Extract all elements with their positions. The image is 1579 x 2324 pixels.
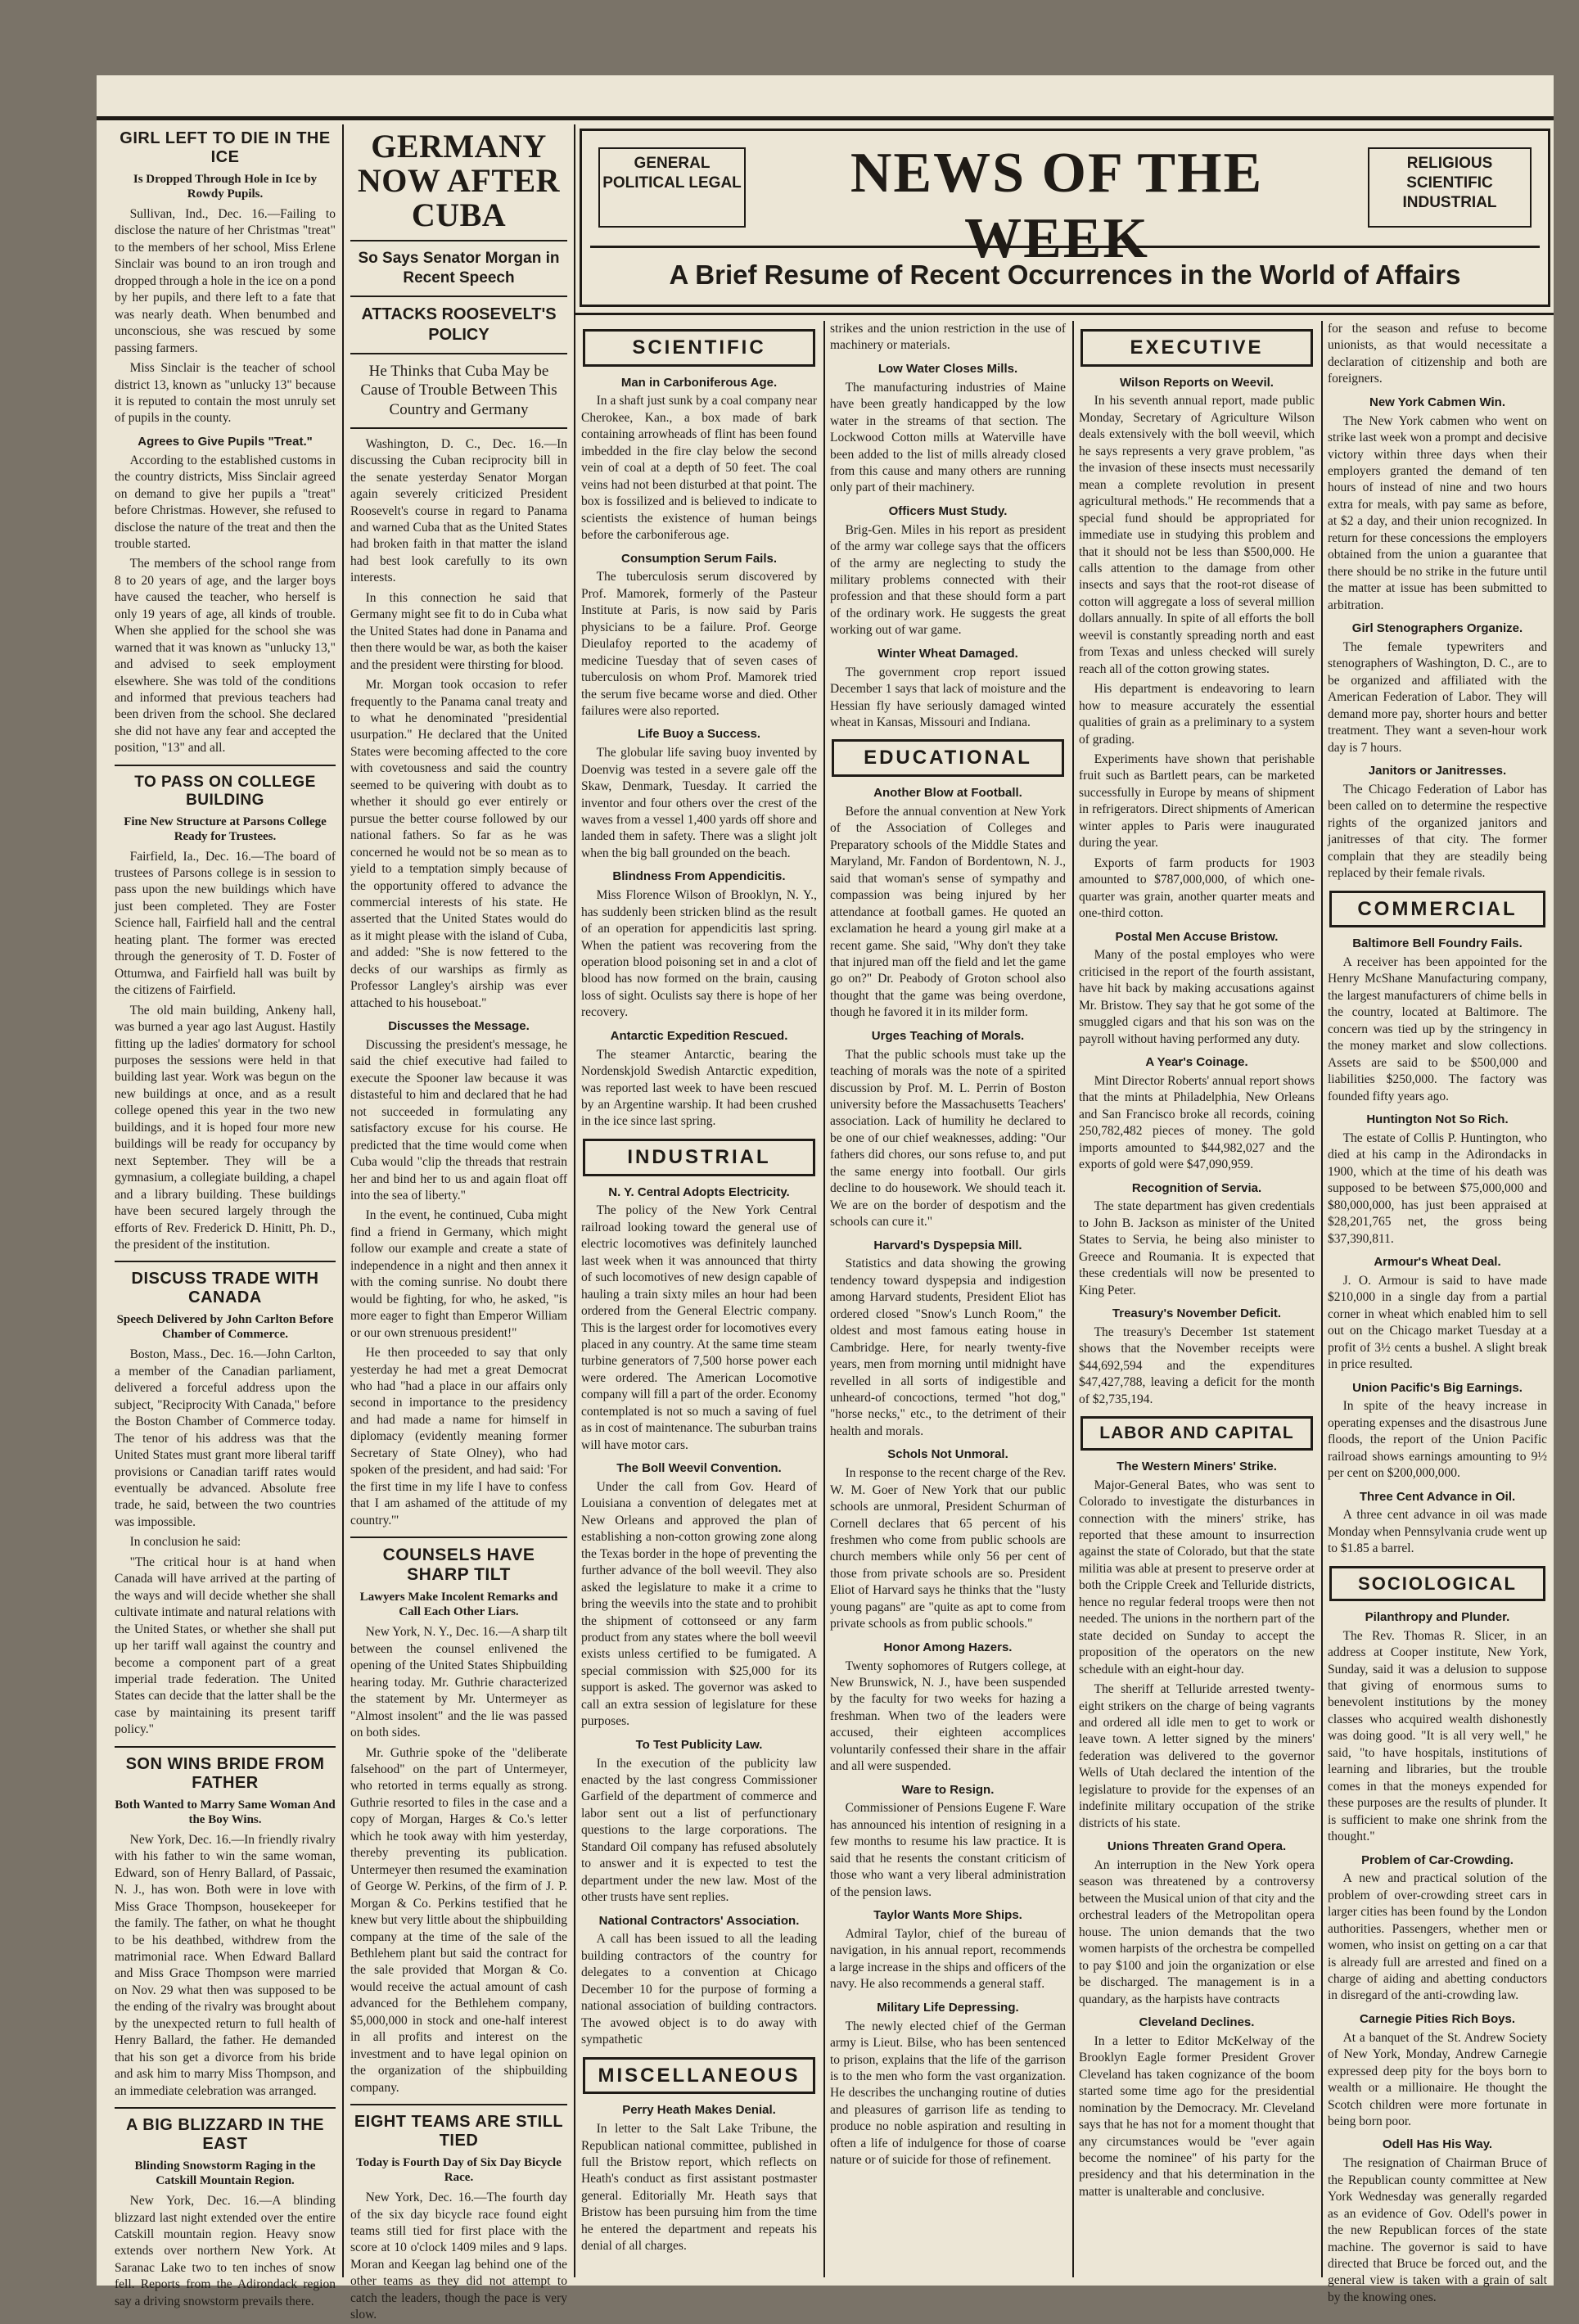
paragraph: for the season and refuse to become unionists, as that would necessitate a declaration of citizenship and both are foreigners. [1328,322,1547,386]
subhead: Recognition of Servia. [1131,1180,1262,1195]
headline: A BIG BLIZZARD IN THE EAST [126,2116,324,2154]
subhead: Janitors or Janitresses. [1368,764,1507,778]
divider [350,353,567,354]
paragraph: Sullivan, Ind., Dec. 16.—Failing to disclose the nature of her Christmas "treat" to the members of her school, Miss Erlene Sinclair was bound to an iron trough and dropped through a hole in the ice on a pond by her pupils, and there left to a fate that was nearly death. When benumbed and unconscious, she was rescued by some passing farmers. [115,207,336,355]
subhead: Postal Men Accuse Bristow. [1115,929,1279,944]
paragraph: In the event, he continued, Cuba might find a friend in Germany, which might follow our example and create a state of independence in a night and then annex it with the coming sunrise. No doubt there would be fighting, for who, he asked, "is more eager to fight than Emperor William or our own strenuous president!" [350,1208,567,1340]
headline: TO PASS ON COLLEGE BUILDING [134,773,316,809]
headline: SON WINS BRIDE FROM FATHER [125,1754,325,1792]
subhead: Low Water Closes Mills. [877,361,1018,376]
subheadline: Both Wanted to Marry Same Woman And the Boy Wins. [115,1798,336,1826]
paragraph: In response to the recent charge of the Rev. W. M. Goer of New York that our public schools are unmoral, President Schurman of Cornell declares that 65 percent of his freshmen who come from public schools are church members while only 56 per cent of those from private schools are so. President Eliot of Harvard says he thinks that the "lusty young pagans" are "quite as apt to come from private schools as from public schools." [830,1466,1066,1631]
column-rule [1321,321,1323,2277]
subhead: To Test Publicity Law. [635,1737,763,1752]
subhead: Problem of Car-Crowding. [1361,1852,1514,1867]
paragraph: Mr. Morgan took occasion to refer frequently to the Panama canal treaty and to what he denominated "presidential usurpation." He declared that the United States were becoming affected to the core with covetousness and said the country seemed to be quivering with doubt as to whether it should go ever entirely or pursue the better course followed by our national fathers. So far as he was concerned he would not be so mean as to yield to a temptation simply because of the opportunity offered to advance the commercial interests of his state. He asserted that the United States would do as it might please with the island of Cuba, and added: "She is now fettered to the decks of our warships as firmly as Professor Langley's airship was ever attached to his houseboat." [350,678,567,1010]
subhead: National Contractors' Association. [598,1913,800,1928]
column-rule [342,124,344,2277]
subhead: Baltimore Bell Foundry Fails. [1352,936,1523,951]
section-header-educational: EDUCATIONAL [832,739,1064,777]
paragraph: Many of the postal employes who were criticised in the report of the fourth assistant, have hit back by making accusations against Mr. Bristow. They say that he got some of the smuggled cigars and that his son was on the payroll without having performed any duty. [1079,948,1315,1046]
subhead: Discusses the Message. [388,1019,530,1034]
paragraph: Fairfield, Ia., Dec. 16.—The board of trustees of Parsons college is in session to pass upon the new buildings which have just been completed. They are Foster Science hall, Fairfield hall and the central heating plant. The former was erected through the generosity of T. D. Foster of Ottumwa, and Fairfield hall was built by the citizens of Fairfield. [115,849,336,998]
paragraph: J. O. Armour is said to have made $210,000 in a single day from a partial corner in wheat which enabled him to sell out on the Chicago market Tuesday at a profit of 3½ cents a bushel. A slight break in price resulted. [1328,1273,1547,1372]
paragraph: The female typewriters and stenographers of Washington, D. C., are to be organized and affiliated with the American Federation of Labor. They will demand more pay, shorter hours and better treatment. They want a seven-hour work day is 7 hours. [1328,639,1547,755]
headline: COUNSELS HAVE SHARP TILT [382,1546,535,1585]
paragraph: In letter to the Salt Lake Tribune, the Republican national committee, published in full the Bristow report, which reflects on Heath's conduct as first assistant postmaster general. Editorially Mr. Heath says that Bristow has been pursuing him from the time he entered the department and repeats his denial of all charges. [581,2122,817,2254]
paragraph: Experiments have shown that perishable fruit such as Bartlett pears, can be marketed successfully in Europe by means of shipment in refrigerators. Direct shipments of American winter apples to Paris were inaugurated during the year. [1079,751,1315,851]
masthead-right-box: RELIGIOUS SCIENTIFIC INDUSTRIAL [1368,147,1532,228]
paragraph: The policy of the New York Central railroad looking toward the general use of electric locomotives was definitely launched last week when it was announced that thirty of such locomotives of new design capable of hauling a train sixty miles an hour had been ordered from the General Electric company. This is the largest order for locomotives every placed in any country. At the same time steam turbine generators of 7,500 horse power each were ordered. The American Locomotive company will fill a part of the order. Economy contemplated is not so much a saving of fuel as in cost of maintenance. The suburban trains will have motor cars. [581,1203,817,1452]
subhead: Wilson Reports on Weevil. [1120,375,1274,390]
paragraph: Twenty sophomores of Rutgers college, at New Brunswick, N. J., have been suspended by the faculty for two weeks for hazing a freshman. When two of the leaders were accused, their eighteen accomplices voluntarily confessed their share in the affair and all were suspended. [830,1658,1066,1774]
paragraph: Mr. Guthrie spoke of the "deliberate falsehood" on the part of Untermeyer, who retorted in terms equally as strong. Guthrie resorted to files in the case and a copy of Morgan, Harges & Co.'s letter which he took away with him yesterday, thereby preventing its publication. Untermeyer then resumed the examination of George W. Perkins, of the firm of J. P. Morgan & Co. Perkins testified that he knew but very little about the shipbuilding company at the time of the sale of the Bethlehem plant but said the contract for the sale provided that Morgan & Co. would receive the actual amount of cash advanced for the Bethlehem company, $5,000,000 in stock and one-half interest in all profits and interest on the investment and to have legal opinion on the organization of the shipbuilding company. [350,1745,567,2095]
paragraph: Major-General Bates, who was sent to Colorado to investigate the disturbances in connection with the miners' strike, has reported that these amount to insurrection against the state of Colorado, but that the state militia was able at present to preserve order at both the Cripple Creek and Telluride districts, hence no regular federal troops were then not needed. The unions in the northern part of the state decided on Sunday to accept the proposition of the operators on the new schedule with an eight-hour day. [1079,1478,1315,1676]
column-2 [350,124,567,2322]
paragraph: A three cent advance in oil was made Monday when Pennsylvania crude went up to $1.85 a barrel. [1328,1508,1547,1556]
subhead: Antarctic Expedition Rescued. [610,1028,788,1043]
paragraph: Mint Director Roberts' annual report shows that the mints at Philadelphia, New Orleans and San Francisco broke all records, coining 250,782,482 pieces of money. The gold imports amounted to $44,982,027 and the exports of gold were $47,090,959. [1079,1073,1315,1172]
subhead: Perry Heath Makes Denial. [622,2103,776,2118]
column-rule [574,124,575,2277]
deck: He Thinks that Cuba May be Cause of Trouble Between This Country and Germany [360,362,557,418]
subhead: N. Y. Central Adopts Electricity. [608,1185,790,1199]
column-4 [830,321,1066,2277]
masthead-frame [580,129,1550,307]
subheadline: Lawyers Make Incolent Remarks and Call Each Other Liars. [359,1591,558,1619]
paragraph: A receiver has been appointed for the Henry McShane Manufacturing company, the largest manufacturers of chime bells in the country, located at Baltimore. The concern was tied up by the stringency in the money market and slow collections. Assets are said to be $500,000 and liabilities $250,000. The factory was founded fifty years ago. [1328,955,1547,1103]
paragraph: The treasury's December 1st statement shows that the November receipts were $44,692,594 and the expenditures $47,427,788, leaving a deficit for the month of $2,735,194. [1079,1324,1315,1406]
deck: So Says Senator Morgan in Recent Speech [358,250,560,287]
subhead: Three Cent Advance in Oil. [1359,1489,1516,1504]
paragraph: New York, Dec. 16.—A blinding blizzard last night extended over the entire Catskill mountain region. Heavy snow extends over northern New York. At Saranac Lake two to ten inches of snow fell. Reports from the Adirondack region say a driving snowstorm prevails there. [115,2194,336,2308]
paragraph: strikes and the union restriction in the use of machinery or materials. [830,322,1066,353]
deck: ATTACKS ROOSEVELT'S POLICY [361,305,557,344]
subhead: Girl Stenographers Organize. [1351,621,1523,636]
paragraph: The tuberculosis serum discovered by Prof. Mamorek, formerly of the Pasteur Institute at Paris, is now said by Paris physicians to be a failure. Prof. George Dieulafoy reported to the academy of medicine Tuesday that of seven cases of tuberculosis on whom Prof. Mamorek tried the serum five became worse and died. Other failures were also reported. [581,570,817,718]
paragraph: The members of the school range from 8 to 20 years of age, and the larger boys have caused the teacher, who herself is only 19 years of age, all kinds of trouble. When she applied for the school she was warned that it was known as "unlucky 13," and advised to seek employment elsewhere. She was told of the conditions and informed that previous teachers had been driven from the school. She declared she did not have any fear and accepted the position, "13" and all. [115,557,336,756]
paragraph: That the public schools must take up the teaching of morals was the note of a spirited discussion by Prof. M. L. Perrin of Boston university before the Massachusetts Teachers' association. Lack of humility he declared to be one of our chief weaknesses, adding: "Our fathers did chores, our sons refuse to, and put the same energy into football. Our girls decline to do housework. We should teach it. We are on the border of despotism and the schools can cure it." [830,1047,1066,1230]
paragraph: The old main building, Ankeny hall, was burned a year ago last August. Hastily fitting up the ladies' dormatory for school purposes the sessions were held in that building last year. Work was begun on the new buildings at once, and as a result college opened this year in the two new buildings, and it is hoped four more new buildings will be ready for occupancy by next September. They will be a gymnasium, a collegiate building, a chapel and a library building. These buildings have been secured largely through the efforts of Rev. Frederick D. Hinitt, Ph. D., the president of the institution. [115,1003,336,1252]
column-5 [1079,321,1315,2277]
headline: EIGHT TEAMS ARE STILL TIED [354,2113,564,2150]
subhead: Pilanthropy and Plunder. [1365,1609,1510,1624]
subhead: Schols Not Unmoral. [887,1447,1008,1462]
paragraph: The government crop report issued December 1 says that lack of moisture and the Hessian fly have seriously damaged winted wheat in Kansas, Missouri and Indiana. [830,665,1066,729]
newspaper-page [97,75,1554,2322]
subhead: Cleveland Declines. [1139,2015,1255,2030]
headline: GIRL LEFT TO DIE IN THE ICE [120,129,331,166]
paragraph: An interruption in the New York opera season was threatened by a controversy between the Musical union of that city and the orchestral leaders of the Metropolitan opera house. The union demands that the two women harpists of the orchestra be compelled to pay $100 and join the organization or else be discharged. The management is in a quandary, as the harpists have contracts [1079,1857,1315,2006]
subhead: Urges Teaching of Morals. [871,1028,1025,1043]
divider [350,240,567,241]
subhead: Ware to Resign. [901,1782,995,1797]
subheadline: Today is Fourth Day of Six Day Bicycle Race. [356,2156,562,2185]
paragraph: Before the annual convention at New York of the Association of Colleges and Preparatory schools of the Middle States and Maryland, Mr. Fandon of Bordentown, N. J., said that woman's sense of sympathy and compassion was being injured by her attendance at football games. He quoted an exclamation he heard a young girl make at a recent game. She said, "Why don't they take that injured man off the field and let the game go on?" Dr. Peabody of Groton school also thought that the game was being overdone, though he favored it in its milder form. [830,804,1066,1020]
paragraph: The resignation of Chairman Bruce of the Republican county committee at New York Wednesday was generally regarded as an evidence of Gov. Odell's power in the new Republican forces of the state machine. The governor is said to have directed that Bruce be forced out, and the general view is taken with a grain of salt by the knowing ones. [1328,2156,1547,2304]
subhead: Armour's Wheat Deal. [1374,1255,1501,1270]
paragraph: Admiral Taylor, chief of the bureau of navigation, in his annual report, recommends a large increase in the ships and officers of the navy. He also recommends a general staff. [830,1926,1066,1992]
paragraph: A call has been issued to all the leading building contractors of the country for delegates to a convention at Chicago December 10 for the purpose of forming a national association of building contractors. The avowed object is to do away with sympathetic [581,1932,817,2047]
subhead: Odell Has His Way. [1382,2137,1493,2152]
subhead: Consumption Serum Fails. [620,551,778,566]
section-header-executive: EXECUTIVE [1080,329,1313,367]
subhead: Man in Carboniferous Age. [620,375,778,390]
subhead: New York Cabmen Win. [1369,395,1505,409]
paragraph: New York, Dec. 16.—The fourth day of the six day bicycle race found eight teams still tied for first place with the score at 10 o'clock 1409 miles and 9 laps. Moran and Keegan lag behind one of the other teams as they did not attempt to catch the leaders, though the pace is very slow. [350,2191,567,2322]
subhead: Agrees to Give Pupils "Treat." [138,434,313,449]
paragraph: A new and practical solution of the problem of over-crowding street cars in larger cities has been found by the London authorities. Passengers, whether men or women, who insist on getting on a car that is already full are arrested and fined on a charge of aiding and abetting conductors in disregard of the anti-crowding law. [1328,1871,1547,2003]
section-header-labor-and-capital: LABOR AND CAPITAL [1080,1416,1313,1451]
paragraph: The manufacturing industries of Maine have been greatly handicapped by the low water in the streams of that section. The Lockwood Cotton mills at Waterville have been added to the list of mills already closed from this cause and many others are running only part of their machinery. [830,380,1066,495]
paragraph: In conclusion he said: [129,1535,241,1550]
subhead: Carnegie Pities Rich Boys. [1359,2011,1516,2026]
divider [350,296,567,297]
section-header-sociological: SOCIOLOGICAL [1329,1566,1545,1601]
divider [350,2104,567,2105]
subhead: Harvard's Dyspepsia Mill. [873,1238,1022,1252]
subhead: Unions Threaten Grand Opera. [1107,1839,1287,1854]
paragraph: According to the established customs in the country districts, Miss Sinclair agreed on demand to give her pupils a "treat" before Christmas. However, she refused to disclose the nature of the treat and then the trouble started. [115,453,336,551]
paragraph: He then proceeded to say that only yesterday he had met a great Democrat who had "had a place in our affairs only second in importance to the presidency and had made a name for himself in diplomacy (evidently meaning former Secretary of State Olney), who had spoken of the president, and had said: 'For the first time in my life I have to confess that I am ashamed of the attitude of my country.'" [350,1346,567,1528]
top-rule [97,116,1554,120]
subhead: Treasury's November Deficit. [1112,1306,1282,1321]
column-6 [1328,321,1547,2304]
headline: GERMANY NOW AFTER CUBA [357,128,561,233]
divider [350,1537,567,1538]
subhead: The Boll Weevil Convention. [616,1461,782,1476]
paragraph: The sheriff at Telluride arrested twenty-eight strikers on the charge of being vagrants and ordered all idle men to get to work or leave town. A letter signed by the miners' federation was delivered to the governor Wells of Utah declared the intention of the legislature to provide for the expenses of an indefinite military occupation of the strike districts of his state. [1079,1682,1315,1830]
divider [350,427,567,429]
divider [115,1746,336,1748]
paragraph: At a banquet of the St. Andrew Society of New York, Monday, Andrew Carnegie expressed deep pity for the boys born to wealth or a millionaire. He thought the Scotch children were more fortunate in being born poor. [1328,2030,1547,2128]
section-header-commercial: COMMERCIAL [1329,891,1545,928]
section-header-miscellaneous: MISCELLANEOUS [583,2057,815,2095]
paragraph: In this connection he said that Germany might see fit to do in Cuba what the United States had done in Panama and then there would be war, as both the kaiser and the president were thirsting for blood. [350,590,567,672]
paragraph: The state department has given credentials to John B. Jackson as minister of the United States to Servia, he being also minister to Greece and Roumania. It is expected that these credentials will now be presented to King Peter. [1079,1199,1315,1297]
column-rule [1072,321,1074,2277]
paragraph: The Rev. Thomas R. Slicer, in an address at Cooper institute, New York, Sunday, said it was a delusion to suppose that giving of enormous sums to benevolent institutions by the money classes who acquired wealth dishonestly was doing good. "It is all very well," he said, "to have hospitals, institutions of learning and libraries, but the trouble comes in that the moneys expended for these purposes are the results of plunder. It is sufficient to make one shrink from the thought." [1328,1628,1547,1844]
paragraph: New York, Dec. 16.—In friendly rivalry with his father to win the same woman, Edward, son of Henry Ballard, of Passaic, N. J., has won. Both were in love with Miss Grace Thompson, housekeeper for the family. The father, on what he thought to be his deathbed, withdrew from the matrimonial race. When Edward Ballard and Miss Grace Thompson were married on Nov. 29 what then was supposed to be the ending of the rivalry was brought about by the unexpected return to full health of Henry Ballard, the father. He demanded that his son get a divorce from his bride and ask him to marry Miss Thompson, and an immediate celebration was arranged. [115,1832,336,2098]
paragraph: New York, N. Y., Dec. 16.—A sharp tilt between the counsel enlivened the opening of the United States Shipbuilding hearing today. Mr. Guthrie characterized the statement by Mr. Untermeyer as "Almost insolent" and the lie was passed on both sides. [350,1625,567,1740]
subhead: Winter Wheat Damaged. [877,646,1018,661]
subhead: Taylor Wants More Ships. [873,1908,1022,1923]
paragraph: Commissioner of Pensions Eugene F. Ware has announced his intention of resigning in a few months to resume his law practice. It is said that he resents the constant criticism of those who want a very liberal administration of the pension laws. [830,1801,1066,1899]
subhead: Officers Must Study. [888,503,1008,518]
masthead-left-box: GENERAL POLITICAL LEGAL [598,147,746,228]
subhead: Huntington Not So Rich. [1366,1112,1509,1127]
paragraph: Exports of farm products for 1903 amounted to $787,000,000, of which one-quarter was grain, another quarter meats and one-third cotton. [1079,855,1315,921]
paragraph: His department is endeavoring to learn how to measure accurately the essential qualities of grain as a preliminary to a system of grading. [1079,682,1315,747]
subheadline: Speech Delivered by John Carlton Before Chamber of Commerce. [116,1313,334,1342]
column-rule [823,321,825,2277]
column-1 [115,124,336,2308]
paragraph: The New York cabmen who went on strike last week won a prompt and decisive victory within three days when their employers granted the demand of ten hours of instead of nine and two hours extra for meals, with pay same as before, at $2 a day, and their union recognized. In return for these concessions the employers obtained from the union a guarantee that there should be no strike in the future until the matter at issue has been submitted to arbitration. [1328,413,1547,612]
subheadline: Fine New Structure at Parsons College Ready for Trustees. [124,815,327,843]
paragraph: "The critical hour is at hand when Canada will have arrived at the parting of the ways and will decide whether she shall cultivate intimate and natural relations with the United States, or whether she shall put up her tariff wall against the country and become a component part of a great imperial trade federation. The United States can decide that the latter shall be the case by maintaining its present tariff policy." [115,1555,336,1737]
masthead [575,124,1554,315]
paragraph: In a letter to Editor McKelway of the Brooklyn Eagle former President Grover Cleveland has taken cognizance of the boom started some time ago for the presidential nomination by the Democracy. Mr. Cleveland says that he has not for a moment thought that any circumstances would be "ever again become the nominee" of his party for the presidency and that his determination in the matter is unalterable and conclusive. [1079,2033,1315,2199]
subhead: A Year's Coinage. [1145,1055,1248,1070]
subhead: Honor Among Hazers. [883,1640,1013,1654]
subheadline: Blinding Snowstorm Raging in the Catskill Mountain Region. [134,2159,316,2188]
subheadline: Is Dropped Through Hole in Ice by Rowdy Pupils. [133,173,318,201]
subhead: Military Life Depressing. [877,2000,1019,2015]
section-header-scientific: SCIENTIFIC [583,329,815,367]
masthead-subtitle: A Brief Resume of Recent Occurrences in the World of Affairs [590,246,1540,291]
paragraph: The estate of Collis P. Huntington, who died at his camp in the Adirondacks in 1900, which at the time of his death was supposed to be between $75,000,000 and $80,000,000, has just been appraised at $28,201,765 net, the gross being $37,390,811. [1328,1130,1547,1246]
paragraph: The steamer Antarctic, bearing the Nordenskjold Swedish Antarctic expedition, was reported last week to have been rescued by an Argentine warship. It had been crushed in the ice since last spring. [581,1047,817,1129]
paragraph: Brig-Gen. Miles in his report as president of the army war college says that the officers of the army are neglecting to study the military problems connected with their profession and that these should form a part of the ordinary work. He suggests the great working out of war game. [830,522,1066,638]
paragraph: Boston, Mass., Dec. 16.—John Carlton, a member of the Canadian parliament, delivered a forceful address upon the subject, "Reciprocity With Canada," before the Boston Chamber of Commerce today. The tenor of his address was that the United States must grant more liberal tariff provisions or Canadian tariff rates would eventually be advanced. Absolute free trade, he said, between the two countries was impossible. [115,1347,336,1529]
paragraph: In a shaft just sunk by a coal company near Cherokee, Kan., a box made of bark containing arrowheads of flint has been found imbedded in the fire clay below the second vein of coal at a depth of 50 feet. The coal veins had not been disturbed at that point. The box is fossilized and is believed to indicate to scientists the existence of human beings before the carboniferous age. [581,394,817,543]
paragraph: Washington, D. C., Dec. 16.—In discussing the Cuban reciprocity bill in the senate yesterday Senator Morgan again severely criticized President Roosevelt's course in regard to Panama and warned Cuba that as the United States had broken faith in that matter the island had best look carefully to its own interests. [350,436,567,585]
paragraph: The newly elected chief of the German army is Lieut. Bilse, who has been sentenced to prison, explains that the life of the garrison is to the men who form the vast organization. He describes the unchanging routine of duties and pleasures of garrison life as tending to produce no noble aspiration and resulting in often a life of indulgence for those of coarse nature or of suicide for those of refinement. [830,2019,1066,2168]
divider [115,2107,336,2109]
paragraph: The Chicago Federation of Labor has been called on to determine the respective rights of the organized janitors and janitresses of that city. The former complain that they are steadily being replaced by their female rivals. [1328,782,1547,881]
paragraph: Discussing the president's message, he said the chief executive had failed to execute the Spooner law because it was distasteful to him and declared that he had not succeeded in formulating any satisfactory excuse for his course. He predicted that the time would come when Cuba would "clip the threads that restrain her and bind her to us and again float off into the sea of liberty." [350,1037,567,1203]
subhead: The Western Miners' Strike. [1117,1459,1277,1473]
paragraph: The globular life saving buoy invented by Doenvig was tested in a severe gale off the Skaw, Denmark, Tuesday. It carried the inventor and four others over the crest of the waves from a vessel 1,400 yards off shore and landed them in safety. There was a slight jolt when the big ball grounded on the beach. [581,746,817,860]
paragraph: In spite of the heavy increase in operating expenses and the disastrous June floods, the report of the Union Pacific railroad shows earnings amounting to 9½ per cent on $200,000,000. [1328,1399,1547,1481]
subhead: Blindness From Appendicitis. [612,869,786,884]
paragraph: Miss Sinclair is the teacher of school district 13, known as "unlucky 13" because it is reputed to contain the most unruly set of pupils in the county. [115,361,336,426]
divider [115,765,336,766]
column-3 [581,321,817,2277]
paragraph: Statistics and data showing the growing tendency toward dyspepsia and indigestion among Harvard students, President Eliot has ordered closed "Snow's Lunch Room," the oldest and most famous eating house in Cambridge. Here, for nearly twenty-five years, men from morning until midnight have revelled in all sorts of indigestible and unheard-of concoctions, termed "hot dog," "horse necks," etc., to the detriment of their health and morals. [830,1257,1066,1438]
paragraph: Under the call from Gov. Heard of Louisiana a convention of delegates met at New Orleans and approved the plan of establishing a non-cotton growing zone along the Texas border in the hope of preventing the further advance of the boll weevil. They also asked the legislature to make it a crime to bring the weevils into the state and to prohibit the shipment of cottonseed or any farm product from any states where the boll weevil exists unless certified to be fumigated. A special commission with $25,000 for its support is asked. The governor was asked to call an extra session of legislature for these purposes. [581,1479,817,1729]
paragraph: Miss Florence Wilson of Brooklyn, N. Y., has suddenly been stricken blind as the result of an operation for appendicitis last spring. When the patient was recovering from the operation blood poisoning set in and a clot of blood has now formed on the brain, causing loss of sight. Oculists say there is hope of her recovery. [581,888,817,1020]
paragraph: In the execution of the publicity law enacted by the last congress Commissioner Garfield of the department of commerce and labor sent out a list of perfunctionary questions to the large corporations. The Standard Oil company has refused absolutely to answer and it is expected to test the department under the new law. Most of the other trusts have sent replies. [581,1756,817,1905]
subhead: Union Pacific's Big Earnings. [1352,1380,1523,1395]
masthead-title: NEWS OF THE WEEK [850,142,1264,270]
section-header-industrial: INDUSTRIAL [583,1139,815,1176]
divider [115,1261,336,1262]
paragraph: In his seventh annual report, made public Monday, Secretary of Agriculture Wilson deals extensively with the boll weevil, which he says represents a very grave problem, "as the invasion of these insects must necessarily mean a complete revolution in present agricultural methods." He recommends that a special fund should be appropriated for immediate use in studying this problem and that it should not be less than $500,000. He calls attention to the damage from other insects and says that the root-rot disease of cotton will aggregate a loss of several million dollars annually. In spite of all efforts the boll weevil is constantly spreading north and east from Texas and unless checked will surely reach all of the cotton growing states. [1079,394,1315,676]
subhead: Life Buoy a Success. [637,727,761,742]
subhead: Another Blow at Football. [873,786,1022,801]
headline: DISCUSS TRADE WITH CANADA [131,1270,319,1307]
